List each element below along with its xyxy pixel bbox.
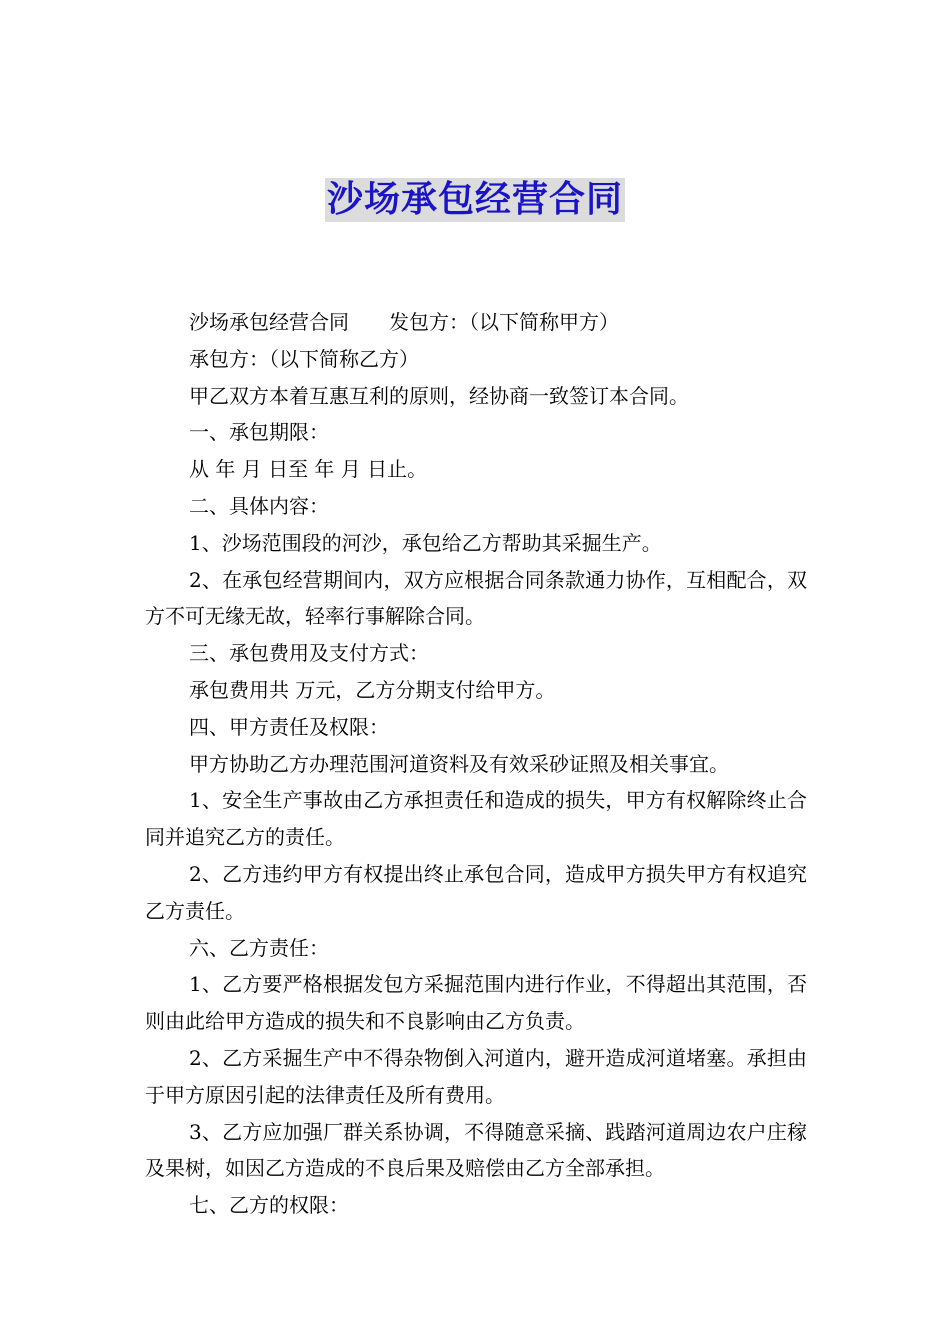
clause-content-2: 2、在承包经营期间内，双方应根据合同条款通力协作，互相配合，双方不可无缘无故，轻率行事解除合同。 (145, 567, 807, 629)
clause-party-b-3: 3、乙方应加强厂群关系协调，不得随意采摘、践踏河道周边农户庄稼及果树，如因乙方造成的不良后果及赔偿由乙方全部承担。 (145, 1119, 807, 1181)
paragraph-preamble: 甲乙双方本着互惠互利的原则，经协商一致签订本合同。 (189, 383, 689, 408)
paragraph-contractor: 承包方：（以下简称乙方） (189, 346, 419, 371)
section-heading-term: 一、承包期限： (189, 420, 329, 445)
section-heading-fees: 三、承包费用及支付方式： (189, 641, 429, 666)
paragraph-term-dates: 从 年 月 日至 年 月 日止。 (189, 457, 428, 482)
clause-party-a-1: 1、安全生产事故由乙方承担责任和造成的损失，甲方有权解除终止合同并追究乙方的责任。 (145, 788, 807, 850)
section-heading-content: 二、具体内容： (189, 493, 329, 518)
paragraph-fees: 承包费用共 万元，乙方分期支付给甲方。 (189, 677, 556, 702)
paragraph-header-parties: 沙场承包经营合同 发包方：（以下简称甲方） (189, 310, 619, 334)
clause-content-1: 1、沙场范围段的河沙，承包给乙方帮助其采掘生产。 (189, 530, 662, 555)
title-container (0, 178, 950, 222)
clause-party-b-2: 2、乙方采掘生产中不得杂物倒入河道内，避开造成河道堵塞。承担由于甲方原因引起的法律责任及所有费用。 (145, 1045, 807, 1107)
section-heading-party-b: 六、乙方责任： (189, 935, 329, 960)
section-heading-party-a: 四、甲方责任及权限： (189, 714, 389, 739)
paragraph-party-a-assist: 甲方协助乙方办理范围河道资料及有效采砂证照及相关事宜。 (189, 751, 729, 776)
clause-party-b-1: 1、乙方要严格根据发包方采掘范围内进行作业，不得超出其范围，否则由此给甲方造成的损失和不良影响由乙方负责。 (145, 972, 807, 1034)
document-body (145, 304, 807, 1224)
document-title: 沙场承包经营合同 (326, 179, 623, 220)
section-heading-party-b-rights: 七、乙方的权限： (189, 1193, 349, 1218)
clause-party-a-2: 2、乙方违约甲方有权提出终止承包合同，造成甲方损失甲方有权追究乙方责任。 (145, 861, 807, 923)
